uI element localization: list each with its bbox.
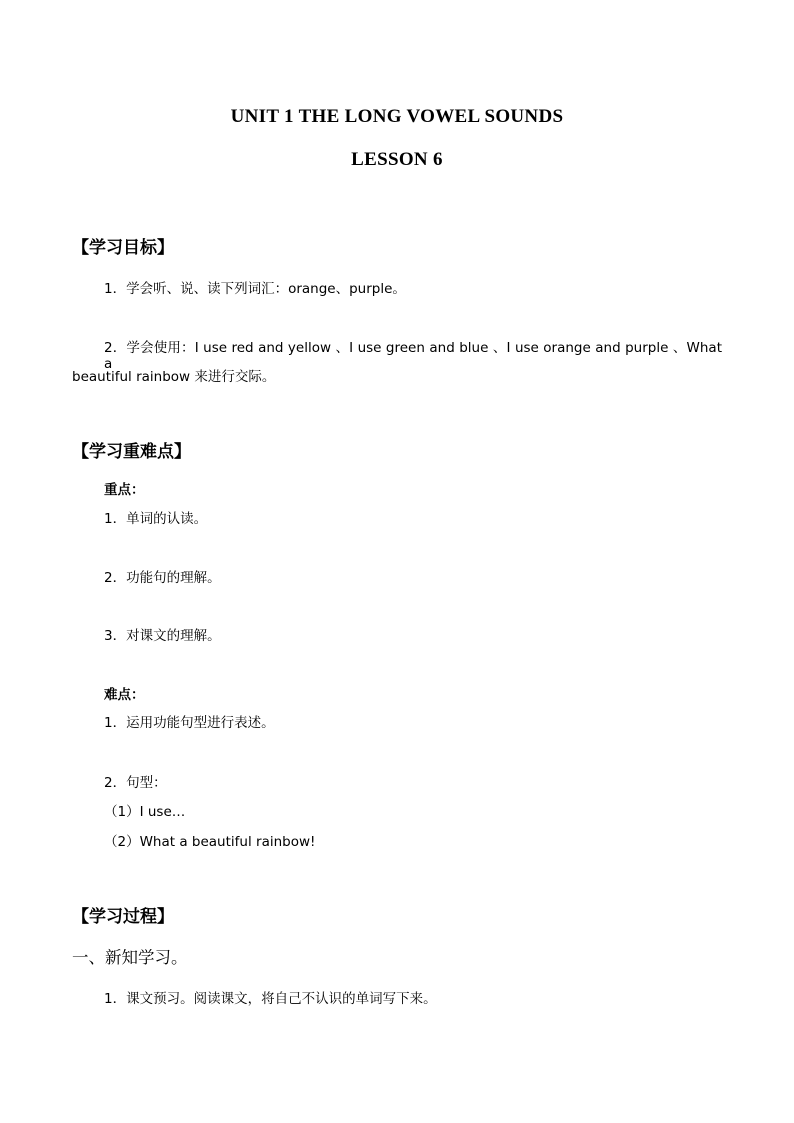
section-heading-process: 【学习过程】: [72, 907, 174, 927]
sentence-pattern-1: （1）I use…: [104, 804, 186, 820]
section-heading-key-points: 【学习重难点】: [72, 442, 191, 462]
objective-item-1: 1．学会听、说、读下列词汇：orange、purple。: [104, 281, 406, 297]
focus-item-2: 2．功能句的理解。: [104, 570, 221, 586]
objective-item-2-line-2: beautiful rainbow 来进行交际。: [72, 369, 276, 385]
objective-item-2-line-1: 2．学会使用：I use red and yellow 、I use green and blue 、I use orange and purple 、What a: [104, 340, 722, 372]
focus-item-1: 1．单词的认读。: [104, 511, 208, 527]
lesson-title: LESSON 6: [351, 149, 443, 170]
focus-label: 重点：: [104, 482, 145, 498]
section-heading-objectives: 【学习目标】: [72, 238, 174, 258]
document-title: UNIT 1 THE LONG VOWEL SOUNDS: [230, 106, 564, 127]
difficulty-item-2: 2．句型：: [104, 775, 167, 791]
focus-item-3: 3．对课文的理解。: [104, 628, 221, 644]
process-part-1: 一、新知学习。: [72, 948, 188, 967]
process-step-1: 1．课文预习。阅读课文，将自己不认识的单词写下来。: [104, 991, 437, 1007]
sentence-pattern-2: （2）What a beautiful rainbow!: [104, 834, 316, 850]
difficulty-item-1: 1．运用功能句型进行表述。: [104, 715, 275, 731]
difficulty-label: 难点：: [104, 687, 145, 703]
